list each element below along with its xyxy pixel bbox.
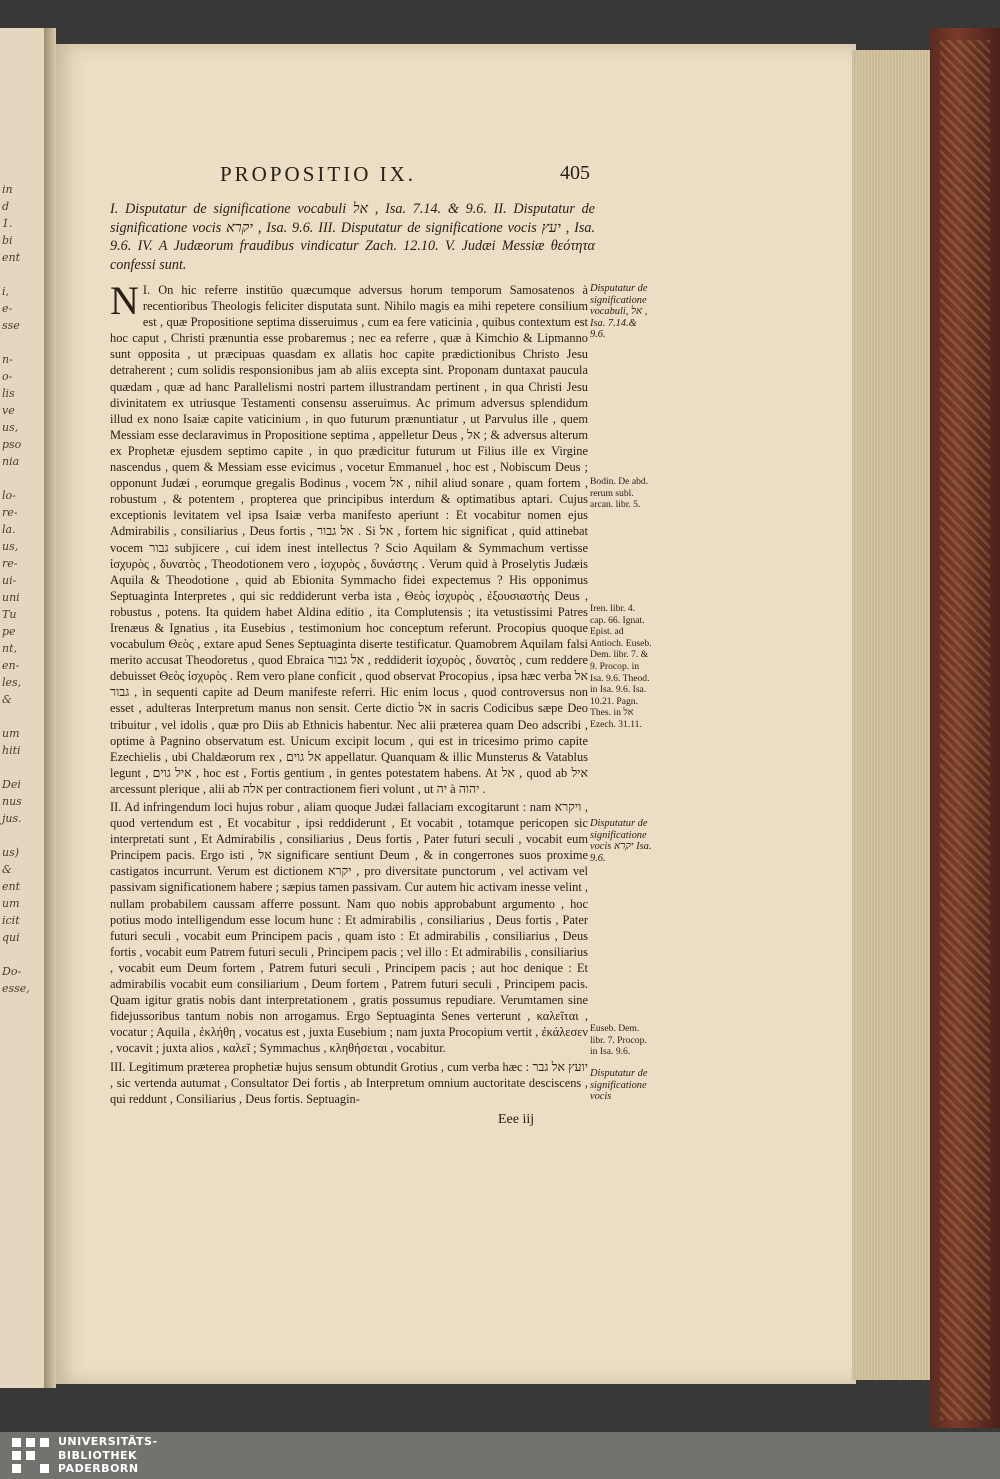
left-fragment: us,: [2, 421, 19, 434]
left-fragment: hiti: [2, 744, 21, 757]
left-fragment: la.: [2, 523, 16, 536]
left-fragment: esse,: [2, 982, 30, 995]
left-fragment: ui-: [2, 574, 17, 587]
left-fragment: qui: [2, 931, 20, 944]
page-number: 405: [560, 162, 590, 184]
left-fragment: um: [2, 727, 20, 740]
left-fragment: &: [2, 693, 12, 706]
left-fragment: re-: [2, 557, 18, 570]
margin-note-5: Euseb. Dem. libr. 7. Procop. in Isa. 9.6.: [590, 1023, 647, 1058]
left-fragment: nia: [2, 455, 20, 468]
chapter-summary: I. Disputatur de significatione vocabuli אל , Isa. 7.14. & 9.6. II. Disputatur de significatione vocis יקרא , Isa. 9.6. III. Disputatur de significatione vocis יעץ , Isa. 9.6. IV. A Judæorum fraudibus vindicatur Zach. 12.10. V. Judæi Messiæ θεότητα confessi sunt.: [110, 201, 596, 273]
section-1: [110, 278, 589, 797]
left-fragment: sse: [2, 319, 20, 332]
section-2-text: Ad infringendum loci hujus robur , aliam quoque Judæi fallaciam excogitarunt : nam ויקרא , quod vertendum est , Et vocabitur , ipsi reddiderunt , Et vocabit , totamque pericopen sic interpretati sunt , Et Admirabilis , consiliarius , Deus fortis , Pater futuri seculi , vocabit eum Principem pacis. Ergo isti , אל significare sentiunt Deum , & in congerrones suos proxime castigatos incurrunt. Verum est dictionem יקרא , pro diversitate punctorum , vel activam vel passivam significationem habere ; sæpius tamen passivam. Cur autem hic activam inesse velint , nullam probabilem caussam afferre possunt. Nam quo nobis approbabunt argumento , hoc potius modo intelligendum esse locum hunc : Et admirabilis , consiliarius , Deus fortis , Pater futuri seculi , vocabit eum Principem pacis , quam isto : Et admirabilis , consiliarius , Deus fortis , vocabit eum Patrem futuri seculi , Principem pacis ; vel illo : Et admirabilis , consiliarius , vocabit eum Deum fortem , Patrem futuri seculi , Principem pacis ; aut hoc denique : Et admirabilis vocabit eum consiliarium , Deum fortem , Patrem futuri seculi , Principem pacis. Quam igitur gratis nobis dant interpretationem , gratis possumus repudiare. Verumtamen sine fidejussoribus tantum nobis non arrogamus. Ergo Septuaginta Senes verterunt , καλεῖται , vocatur ; Aquila , ἐκλήθη , vocatus est , juxta Eusebium ; nam juxta Procopium vertit , ἐκάλεσεν , vocavit ; juxta alios , καλεῖ ; Symmachus , κληθήσεται , vocabitur.: [110, 800, 588, 1056]
margin-note-6: Disputatur de significatione vocis: [590, 1068, 648, 1103]
left-fragment: ent: [2, 880, 21, 893]
section-3: [110, 1059, 588, 1107]
left-fragment: jus.: [2, 812, 22, 825]
left-page-edge: [0, 28, 46, 1388]
left-page-fragments: [0, 28, 44, 1388]
left-fragment: d: [2, 200, 10, 213]
book-gutter: [44, 28, 56, 1388]
drop-cap: N: [110, 278, 139, 323]
running-head: PROPOSITIO IX.: [220, 162, 417, 186]
left-fragment: us,: [2, 540, 19, 553]
left-fragment: ent: [2, 251, 21, 264]
left-fragment: um: [2, 897, 20, 910]
left-fragment: les,: [2, 676, 22, 689]
library-logo-icon: [12, 1438, 52, 1474]
left-fragment: icit: [2, 914, 20, 927]
section-1-text: On hic referre institūo quæcumque adversus horum temporum Samosatenos à recentioribus Theologis feliciter disputata sunt. Nihilo magis ea mihi repetere consilium est , quæ Propositione septima disseruimus , cum ea fere vaticinia , quibus contextum est hoc caput , Christi prænuntia esse probaremus ; nec ea referre , quæ à Kimchio & Lipmanno sunt opposita , ut præcipuas quasdam ex allatis hoc capite prædictionibus Christo Jesu detraherent ; cum solidis responsionibus jam ab aliis excepta sint. Proponam duntaxat paucula quædam , quæ ad hanc Parallelismi nostri partem illustrandam pertinent , in qua Christi Jesu divinitatem ex utriusque Testamenti consensu asseruimus. Ac primum adversus splendidum illud ex nono Isaiæ capite vaticinium , in quo futurum prænuntiatur , ut Parvulus ille , quem Messiam esse declaravimus in Propositione septima , appelletur Deus , אל ; & adversus alterum ex Prophetæ ejusdem septimo capite , in quo prædicitur futurum ut Filius ille ex Virgine nascendus , quem & Messiam esse evicimus , vocetur Emmanuel , hoc est , Nobiscum Deus ; opponunt Judæi , eorumque gregalis Bodinus , vocem אל , nihil aliud sonare , quam fortem , robustum , & potentem , propterea que principibus interdum & optimatibus aptari. Cujus exceptionis levitatem vel ipsa Isaiæ verba manifesto aperiunt : Et vocabitur nomen ejus Admirabilis , consiliarius , Deus fortis , אל גבור . Si אל , fortem hic significat , quid attinebat vocem גבור subjicere , cui idem inest intellectus ? Scio Aquilam & Symmachum vertisse ἰσχυρὸς , δυνατὸς , Theodotionem vero , ἰσχυρὸς , δυνάστης . Verum quid à Proselytis Judæis Aquila & Theodotione , quid ab Ebionita Symmacho fidei expectemus ? His opponimus Septuaginta Interpretes , qui sic reddiderunt verba ista , Θεὸς ἰσχυρὸς , ἐξουσιαστὴς Deus , robustus , potens. Ita quidem habet Aldina editio , ita Complutensis ; ita vetustissimi Patres Irenæus & Ignatius , ita Eusebius , testimonium hoc conceptum referunt. Procopius quoque vocabulum Θεὸς , extare apud Senes Septuaginta diserte testificatur. Quamobrem Aquilam falsi merito accusat Theodoretus , quod Ebraica אל גבור , reddiderit ἰσχυρὸς , δυνατὸς , cum reddere debuisset Θεὸς ἰσχυρὸς . Rem vero plane conficit , quod observat Procopius , ipsa hæc verba אל גבור , in sequenti capite ad Deum manifeste referri. Hic enim locus , quod controversus non esset , adulteras Interpretum manus non sensit. Certe dictio אל in sacris Codicibus sæpe Deo tribuitur , vel idolis , quæ pro Diis ab Ethnicis habentur. Nec alii præterea quam Deo adscribi , optime à Pagnino observatum est. Unicum excipit locum , qui est in tricesimo primo capite Ezechielis , ubi Chaldæorum rex , אל גוים appellatur. Quanquam & illic Munsterus & Vatablus legunt , איל גוים , hoc est , Fortis gentium , in gentes potestatem habens. At אל , quod ab איל arcessunt plerique , alii ab אלה per contractionem fieri volunt , ut יה à יהוה .: [110, 283, 589, 796]
left-fragment: o-: [2, 370, 13, 383]
left-fragment: in: [2, 183, 13, 196]
margin-note-2: Bodin. De abd. rerum subl. arcan. libr. 5.: [590, 476, 649, 511]
section-3-label: III.: [110, 1059, 126, 1074]
left-fragment: nus: [2, 795, 22, 808]
left-fragment: bi: [2, 234, 13, 247]
section-2: [110, 799, 588, 1057]
left-fragment: n-: [2, 353, 13, 366]
left-fragment: e-: [2, 302, 13, 315]
page-fore-edge: [852, 50, 942, 1380]
left-fragment: Dei: [2, 778, 21, 791]
left-fragment: Do-: [2, 965, 22, 978]
section-1-label: I.: [142, 283, 151, 297]
left-fragment: re-: [2, 506, 18, 519]
library-name-line-2: BIBLIOTHEK: [58, 1448, 138, 1462]
margin-note-3: Iren. libr. 4. cap. 66. Ignat. Epist. ad Antioch. Euseb. Dem. libr. 7. & 9. Procop. in Isa. 9.6. Theod. in Isa. 9.6. Isa. 10.21. Pagn. Thes. in אל Ezech. 31.11.: [590, 603, 652, 730]
library-name: [58, 1435, 158, 1476]
margin-note-1: Disputatur de significatione vocabuli, אל , Isa. 7.14.& 9.6.: [590, 283, 648, 341]
signature-mark: Eee iij: [498, 1112, 535, 1127]
library-footer: [0, 1432, 1000, 1479]
section-3-text: Legitimum præterea prophetiæ hujus sensum obtundit Grotius , cum verba hæc : יועץ אל גבר , sic vertenda autumat , Consultator Dei fortis , ab Interpretum omnium auctoritate desciscens , qui reddunt , Consiliarius , Deus fortis. Septuagin-: [110, 1059, 588, 1106]
library-name-line-1: UNIVERSITÄTS-: [58, 1435, 158, 1448]
margin-note-4: Disputatur de significatione vocis יקרא Isa. 9.6.: [590, 818, 652, 864]
library-name-line-3: PADERBORN: [58, 1462, 139, 1475]
left-fragment: lo-: [2, 489, 16, 502]
cover-gilt-pattern: [940, 40, 990, 1420]
left-fragment: ve: [2, 404, 15, 417]
left-fragment: pe: [2, 625, 16, 638]
left-fragment: i,: [2, 285, 10, 298]
section-2-label: II.: [110, 800, 122, 814]
left-fragment: &: [2, 863, 12, 876]
left-fragment: 1.: [2, 217, 13, 230]
left-fragment: Tu: [2, 608, 17, 621]
left-fragment: uni: [2, 591, 20, 604]
left-fragment: pso: [2, 438, 22, 451]
left-fragment: nt,: [2, 642, 18, 655]
left-fragment: lis: [2, 387, 15, 400]
main-text: [110, 278, 589, 1109]
left-fragment: us): [2, 846, 20, 859]
left-fragment: en-: [2, 659, 20, 672]
